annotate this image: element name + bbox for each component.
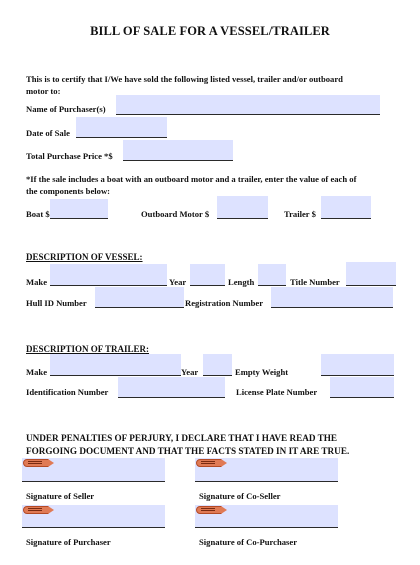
registration-number-label: Registration Number xyxy=(185,298,264,308)
co-purchaser-signature-label: Signature of Co-Purchaser xyxy=(199,537,298,547)
purchaser-name-field[interactable] xyxy=(116,95,380,115)
purchaser-signature-label: Signature of Purchaser xyxy=(26,537,111,547)
empty-weight-field[interactable] xyxy=(321,354,394,376)
trailer-year-label: Year xyxy=(181,367,199,377)
total-price-label: Total Purchase Price *$ xyxy=(26,151,113,161)
co-seller-signature-label: Signature of Co-Seller xyxy=(199,491,281,501)
sign-here-arrow-icon xyxy=(196,506,222,514)
vessel-year-field[interactable] xyxy=(190,264,225,286)
license-plate-label: License Plate Number xyxy=(236,387,318,397)
trailer-identification-label: Identification Number xyxy=(26,387,109,397)
outboard-motor-value-field[interactable] xyxy=(217,196,268,219)
components-note-line-2: the components below: xyxy=(26,186,111,196)
trailer-section-heading: DESCRIPTION OF TRAILER: xyxy=(26,344,150,354)
seller-signature-label: Signature of Seller xyxy=(26,491,95,501)
outboard-motor-value-label: Outboard Motor $ xyxy=(141,209,210,219)
trailer-year-field[interactable] xyxy=(203,354,232,376)
components-note-line-1: *If the sale includes a boat with an outboard motor and a trailer, enter the value of each of xyxy=(26,174,357,184)
vessel-year-label: Year xyxy=(169,277,187,287)
vessel-make-field[interactable] xyxy=(50,264,167,286)
co-purchaser-signature-field[interactable] xyxy=(195,505,338,528)
vessel-section-heading: DESCRIPTION OF VESSEL: xyxy=(26,252,143,262)
intro-line-2: motor to: xyxy=(26,86,61,96)
purchaser-name-label: Name of Purchaser(s) xyxy=(26,104,106,114)
hull-id-field[interactable] xyxy=(95,287,184,308)
sign-here-arrow-icon xyxy=(23,506,49,514)
seller-signature-field[interactable] xyxy=(22,458,165,482)
vessel-make-label: Make xyxy=(26,277,48,287)
date-of-sale-field[interactable] xyxy=(76,117,167,138)
vessel-length-field[interactable] xyxy=(258,264,286,286)
co-seller-signature-field[interactable] xyxy=(195,458,338,482)
empty-weight-label: Empty Weight xyxy=(235,367,289,377)
license-plate-field[interactable] xyxy=(330,377,394,398)
vessel-title-number-field[interactable] xyxy=(346,262,396,286)
vessel-title-number-label: Title Number xyxy=(290,277,340,287)
document-title: BILL OF SALE FOR A VESSEL/TRAILER xyxy=(90,24,330,38)
sign-here-arrow-icon xyxy=(23,459,49,467)
vessel-length-label: Length xyxy=(228,277,255,287)
intro-line-1: This is to certify that I/We have sold the following listed vessel, trailer and/or outboard xyxy=(26,74,343,84)
boat-value-field[interactable] xyxy=(50,199,108,219)
total-price-field[interactable] xyxy=(123,140,233,161)
declaration-line-2: FORGOING DOCUMENT AND THAT THE FACTS STATED IN IT ARE TRUE. xyxy=(26,446,350,456)
date-of-sale-label: Date of Sale xyxy=(26,128,70,138)
purchaser-signature-field[interactable] xyxy=(22,505,165,528)
declaration-line-1: UNDER PENALTIES OF PERJURY, I DECLARE THAT I HAVE READ THE xyxy=(26,433,338,443)
boat-value-label: Boat $ xyxy=(26,209,50,219)
registration-number-field[interactable] xyxy=(271,287,393,308)
trailer-value-field[interactable] xyxy=(321,196,371,219)
sign-here-arrow-icon xyxy=(196,459,222,467)
trailer-make-label: Make xyxy=(26,367,48,377)
hull-id-label: Hull ID Number xyxy=(26,298,87,308)
trailer-value-label: Trailer $ xyxy=(284,209,316,219)
trailer-identification-field[interactable] xyxy=(118,377,225,398)
trailer-make-field[interactable] xyxy=(50,354,181,376)
